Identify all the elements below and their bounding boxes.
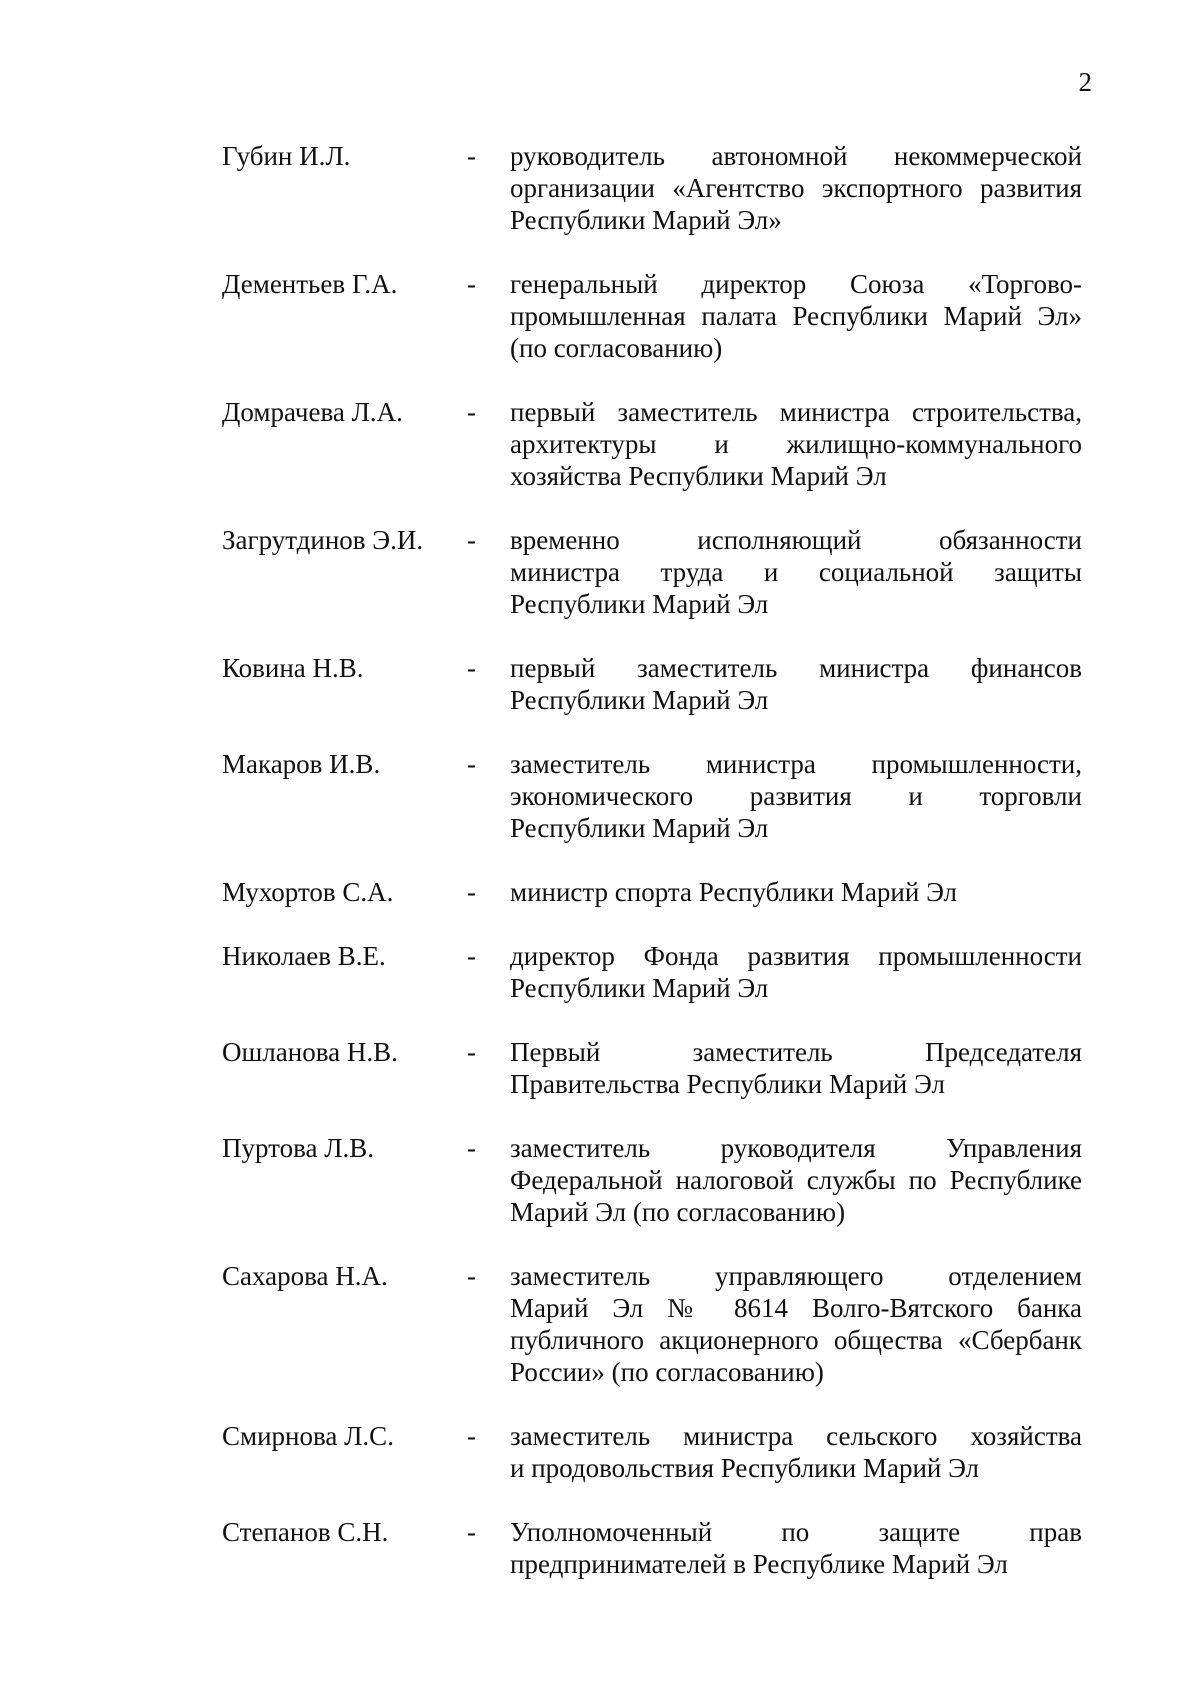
position-line: Первый заместитель Председателя bbox=[510, 1037, 1082, 1067]
dash-separator: - bbox=[467, 941, 476, 971]
member-name: Николаев В.Е. bbox=[222, 941, 386, 971]
position-line: министр спорта Республики Марий Эл bbox=[510, 877, 958, 907]
position-line: предпринимателей в Республике Марий Эл bbox=[510, 1549, 1008, 1579]
position-line: Республики Марий Эл bbox=[510, 685, 769, 715]
position-line: заместитель министра сельского хозяйства bbox=[510, 1421, 1082, 1451]
list-item bbox=[222, 1036, 1088, 1100]
member-name: Пуртова Л.В. bbox=[222, 1133, 375, 1163]
dash-separator: - bbox=[467, 525, 476, 555]
member-position bbox=[510, 1036, 1082, 1100]
position-line: Федеральной налоговой службы по Республике bbox=[510, 1165, 1082, 1195]
position-line: (по согласованию) bbox=[510, 333, 723, 363]
dash-separator: - bbox=[467, 877, 476, 907]
list-item bbox=[222, 396, 1088, 492]
position-line: Марий Эл (по согласованию) bbox=[510, 1197, 846, 1227]
list-item bbox=[222, 748, 1088, 844]
dash-separator: - bbox=[467, 1517, 476, 1547]
position-line: временно исполняющий обязанности bbox=[510, 525, 1082, 555]
dash-separator: - bbox=[467, 653, 476, 683]
member-position bbox=[510, 876, 1082, 908]
position-line: Республики Марий Эл bbox=[510, 973, 769, 1003]
position-line: организации «Агентство экспортного развития bbox=[510, 173, 1082, 203]
member-name: Мухортов С.А. bbox=[222, 877, 394, 907]
member-position bbox=[510, 1132, 1082, 1228]
list-item bbox=[222, 140, 1088, 236]
list-item bbox=[222, 1260, 1088, 1388]
member-position bbox=[510, 1260, 1082, 1388]
position-line: Республики Марий Эл bbox=[510, 813, 769, 843]
member-position bbox=[510, 1420, 1082, 1484]
dash-separator: - bbox=[467, 1037, 476, 1067]
position-line: Республики Марий Эл bbox=[510, 589, 769, 619]
list-item bbox=[222, 876, 1088, 908]
dash-separator: - bbox=[467, 141, 476, 171]
dash-separator: - bbox=[467, 397, 476, 427]
page-number: 2 bbox=[1078, 67, 1092, 97]
member-name: Дементьев Г.А. bbox=[222, 269, 398, 299]
member-name: Степанов С.Н. bbox=[222, 1517, 389, 1547]
position-line: промышленная палата Республики Марий Эл» bbox=[510, 301, 1082, 331]
list-item bbox=[222, 940, 1088, 1004]
member-name: Макаров И.В. bbox=[222, 749, 381, 779]
position-line: архитектуры и жилищно-коммунального bbox=[510, 429, 1082, 459]
list-item bbox=[222, 1132, 1088, 1228]
position-line: заместитель управляющего отделением bbox=[510, 1261, 1082, 1291]
position-line: и продовольствия Республики Марий Эл bbox=[510, 1453, 980, 1483]
dash-separator: - bbox=[467, 1421, 476, 1451]
position-line: Правительства Республики Марий Эл bbox=[510, 1069, 945, 1099]
position-line: директор Фонда развития промышленности bbox=[510, 941, 1082, 971]
member-name: Домрачева Л.А. bbox=[222, 397, 403, 427]
dash-separator: - bbox=[467, 1261, 476, 1291]
list-item bbox=[222, 652, 1088, 716]
position-line: Уполномоченный по защите прав bbox=[510, 1517, 1082, 1547]
position-line: первый заместитель министра финансов bbox=[510, 653, 1082, 683]
list-item bbox=[222, 1516, 1088, 1580]
position-line: Республики Марий Эл» bbox=[510, 205, 782, 235]
position-line: заместитель руководителя Управления bbox=[510, 1133, 1082, 1163]
member-position bbox=[510, 140, 1082, 236]
list-item bbox=[222, 524, 1088, 620]
position-line: первый заместитель министра строительства, bbox=[510, 397, 1082, 427]
member-name: Губин И.Л. bbox=[222, 141, 351, 171]
member-name: Загрутдинов Э.И. bbox=[222, 525, 424, 555]
position-line: генеральный директор Союза «Торгово- bbox=[510, 269, 1082, 299]
member-name: Смирнова Л.С. bbox=[222, 1421, 394, 1451]
member-position bbox=[510, 748, 1082, 844]
member-list bbox=[222, 140, 1088, 1612]
dash-separator: - bbox=[467, 749, 476, 779]
member-position bbox=[510, 940, 1082, 1004]
member-position bbox=[510, 1516, 1082, 1580]
position-line: экономического развития и торговли bbox=[510, 781, 1082, 811]
position-line: России» (по согласованию) bbox=[510, 1357, 824, 1387]
member-position bbox=[510, 396, 1082, 492]
position-line: руководитель автономной некоммерческой bbox=[510, 141, 1082, 171]
member-name: Ошланова Н.В. bbox=[222, 1037, 398, 1067]
member-name: Сахарова Н.А. bbox=[222, 1261, 388, 1291]
member-position bbox=[510, 268, 1082, 364]
member-name: Ковина Н.В. bbox=[222, 653, 364, 683]
position-line: министра труда и социальной защиты bbox=[510, 557, 1082, 587]
position-line: хозяйства Республики Марий Эл bbox=[510, 461, 887, 491]
member-position bbox=[510, 652, 1082, 716]
list-item bbox=[222, 1420, 1088, 1484]
position-line: публичного акционерного общества «Сбербанк bbox=[510, 1325, 1082, 1355]
list-item bbox=[222, 268, 1088, 364]
member-position bbox=[510, 524, 1082, 620]
dash-separator: - bbox=[467, 269, 476, 299]
position-line: Марий Эл № 8614 Волго-Вятского банка bbox=[510, 1293, 1082, 1323]
dash-separator: - bbox=[467, 1133, 476, 1163]
position-line: заместитель министра промышленности, bbox=[510, 749, 1082, 779]
